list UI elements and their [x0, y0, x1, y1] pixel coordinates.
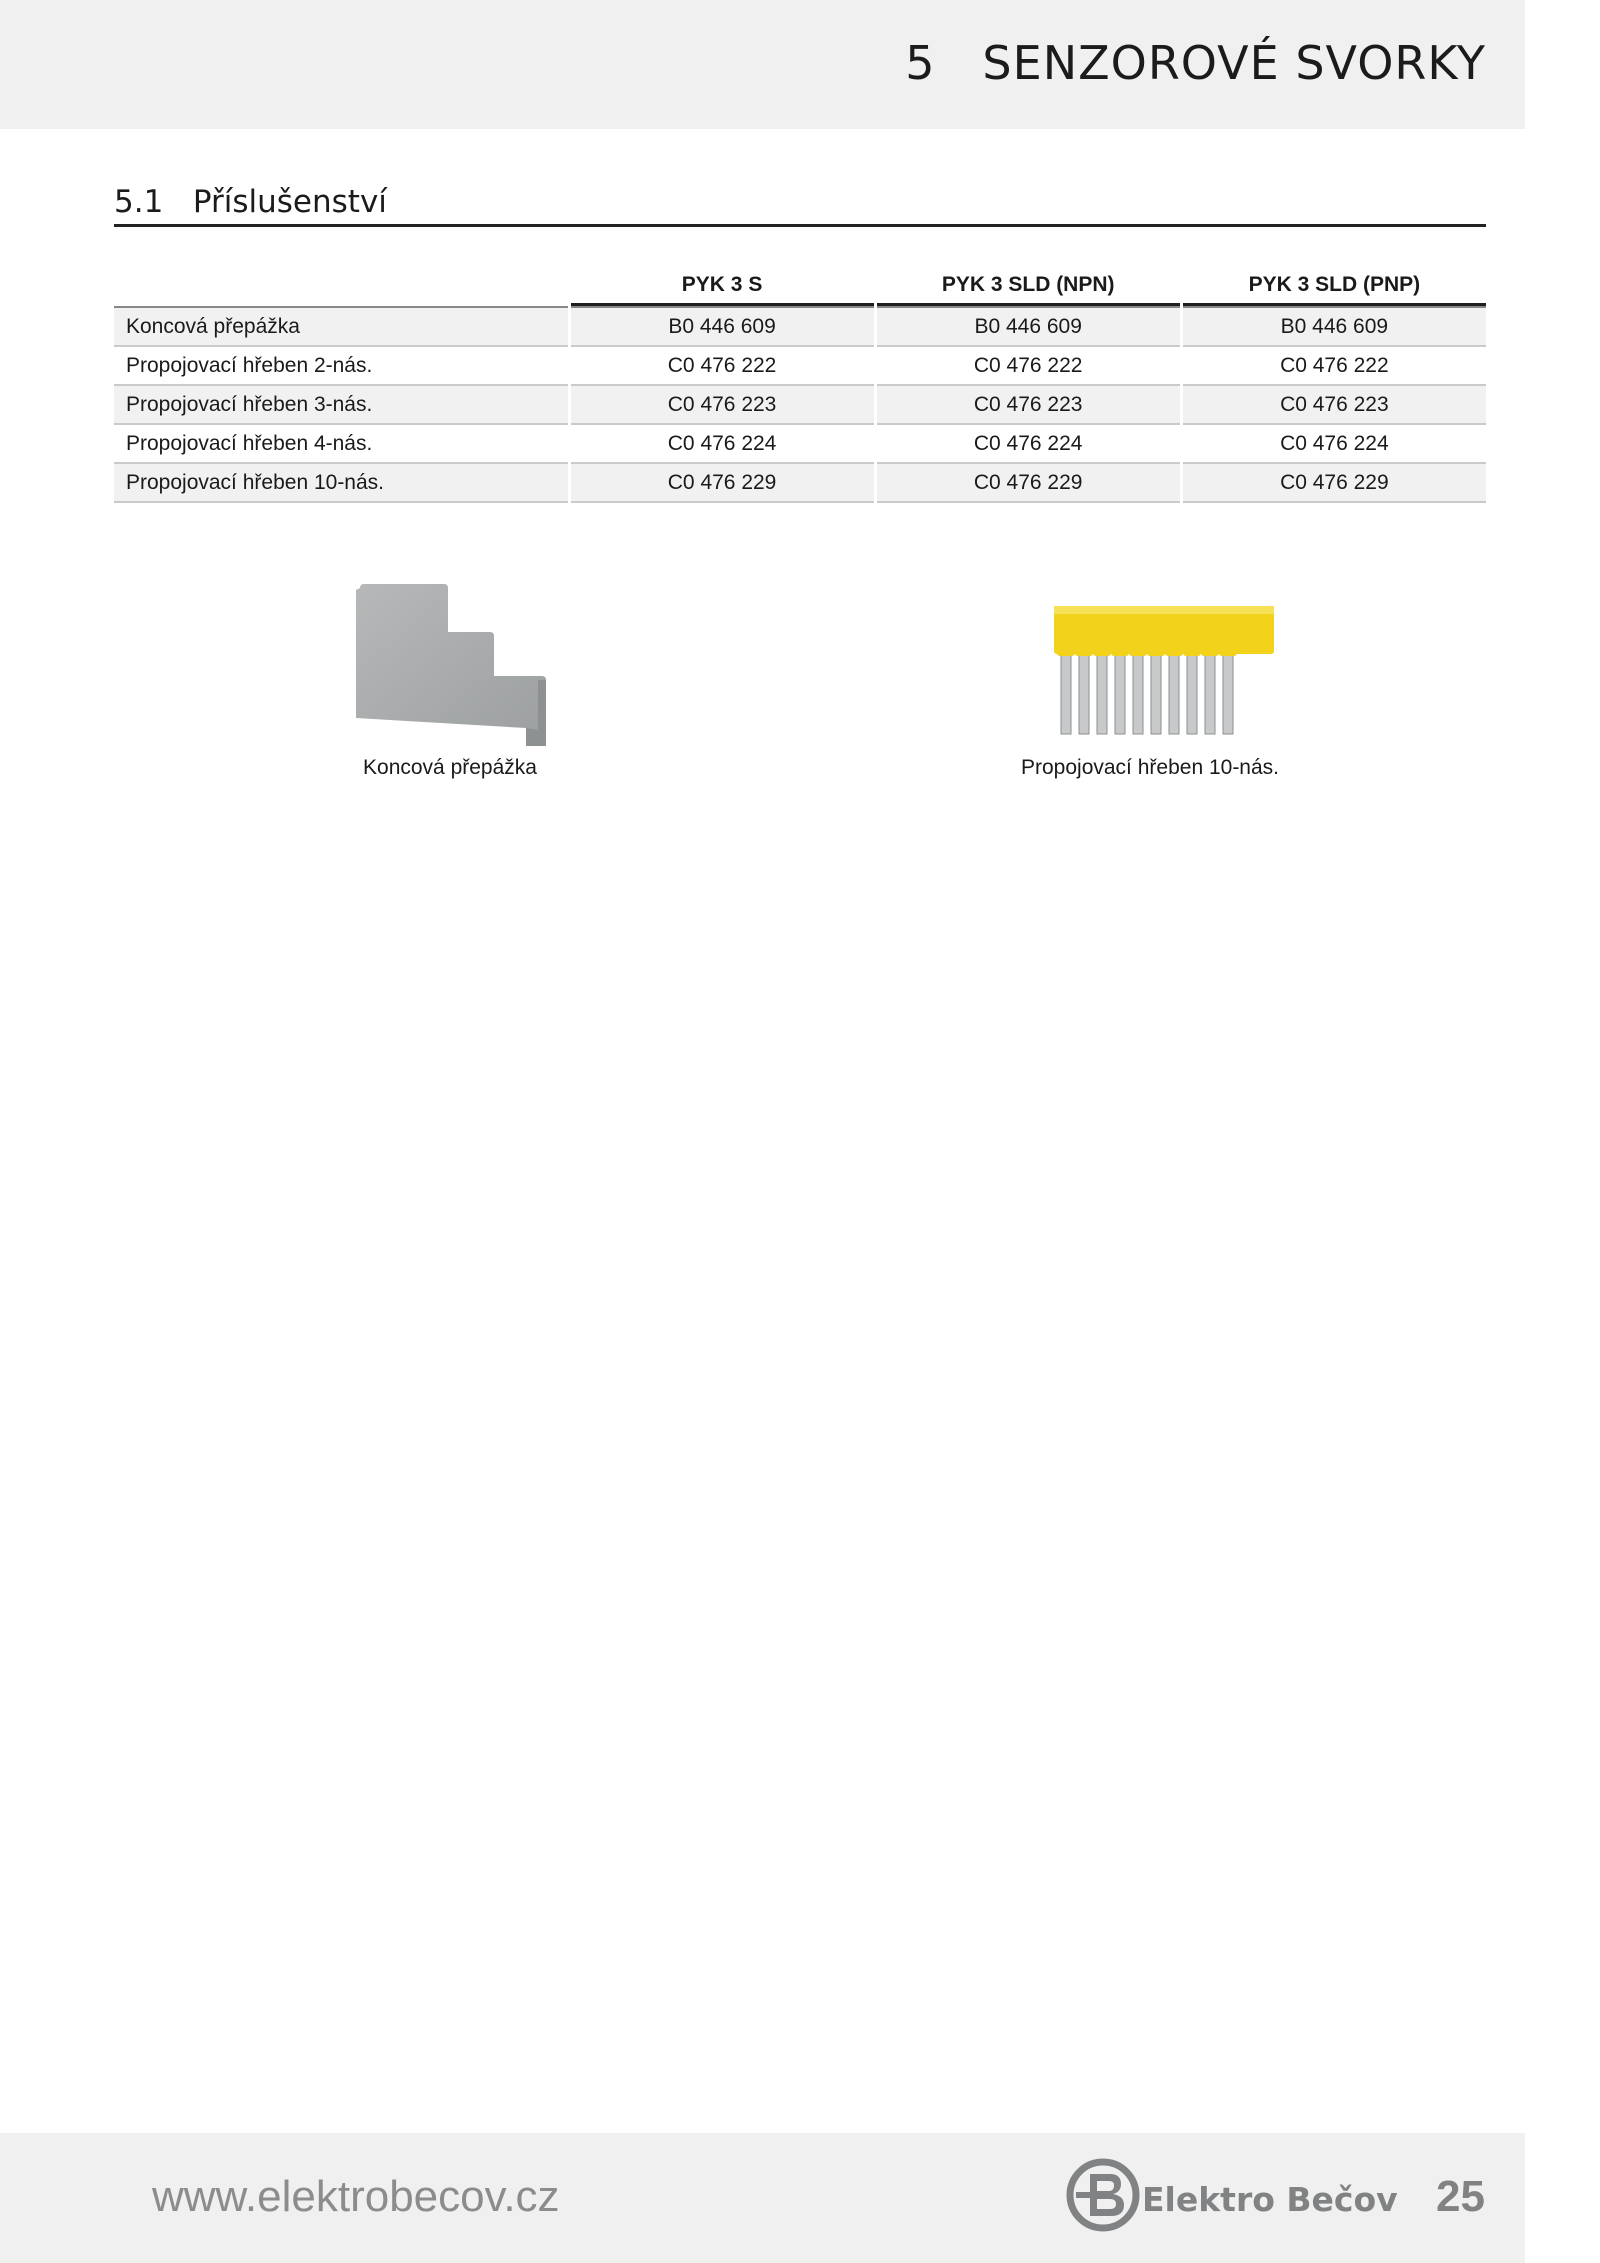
section-title: 5.1 Příslušenství — [114, 184, 387, 220]
order-code: B0 446 609 — [1183, 306, 1486, 347]
order-code: C0 476 229 — [1183, 464, 1486, 503]
row-name: Propojovací hřeben 4-nás. — [114, 425, 568, 464]
end-plate-image — [350, 580, 550, 750]
column-header: PYK 3 S — [571, 267, 874, 306]
row-name: Propojovací hřeben 2-nás. — [114, 347, 568, 386]
table-row — [114, 306, 1486, 347]
row-name: Propojovací hřeben 10-nás. — [114, 464, 568, 503]
table-row — [114, 425, 1486, 464]
chapter-title: 5 SENZOROVÉ SVORKY — [905, 36, 1486, 90]
column-header: PYK 3 SLD (PNP) — [1183, 267, 1486, 306]
order-code: C0 476 222 — [877, 347, 1180, 386]
order-code: C0 476 224 — [877, 425, 1180, 464]
comb-caption: Propojovací hřeben 10-nás. — [1021, 756, 1279, 779]
order-code: C0 476 223 — [1183, 386, 1486, 425]
order-code: C0 476 223 — [571, 386, 874, 425]
table-row — [114, 464, 1486, 503]
order-code: C0 476 224 — [1183, 425, 1486, 464]
table-row — [114, 386, 1486, 425]
section-rule — [114, 224, 1486, 227]
end-plate-caption: Koncová přepážka — [363, 756, 537, 779]
order-code: C0 476 229 — [877, 464, 1180, 503]
comb-image — [1035, 592, 1290, 742]
page-number: 25 — [1436, 2172, 1485, 2221]
order-code: B0 446 609 — [877, 306, 1180, 347]
table-header-row — [114, 267, 1486, 306]
order-code: C0 476 222 — [571, 347, 874, 386]
order-code: C0 476 223 — [877, 386, 1180, 425]
order-code: B0 446 609 — [571, 306, 874, 347]
column-header: PYK 3 SLD (NPN) — [877, 267, 1180, 306]
row-name: Propojovací hřeben 3-nás. — [114, 386, 568, 425]
order-code: C0 476 224 — [571, 425, 874, 464]
order-code: C0 476 222 — [1183, 347, 1486, 386]
company-logo-icon — [1066, 2158, 1140, 2232]
brand-name: Elektro Bečov — [1142, 2180, 1398, 2219]
order-code: C0 476 229 — [571, 464, 874, 503]
table-row — [114, 347, 1486, 386]
table-header-empty — [114, 267, 568, 306]
row-name: Koncová přepážka — [114, 306, 568, 347]
accessories-table — [114, 267, 1486, 503]
footer-website-link[interactable]: www.elektrobecov.cz — [152, 2172, 560, 2221]
